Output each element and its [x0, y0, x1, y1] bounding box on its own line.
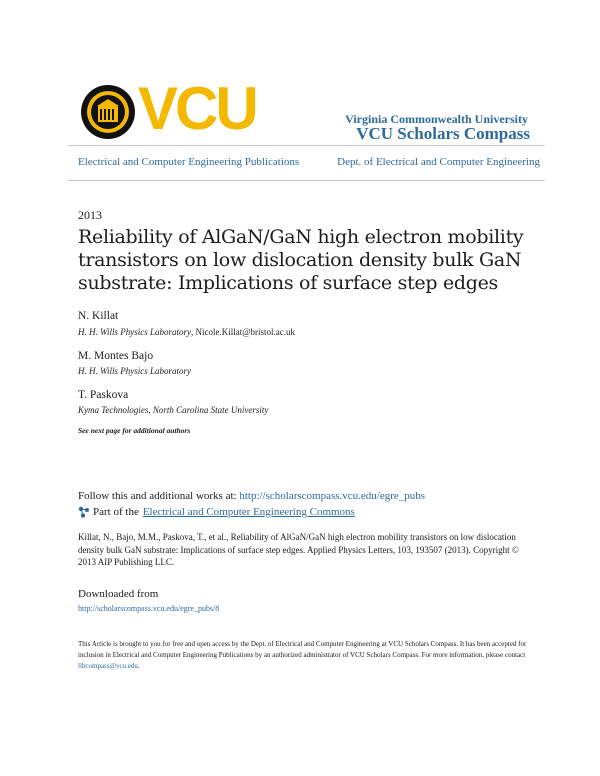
author-name: N. Killat — [78, 310, 119, 322]
vcu-wordmark: VCU — [138, 75, 256, 142]
header-divider-bottom — [68, 180, 545, 181]
author-affiliation — [78, 327, 295, 337]
author-affiliation — [78, 366, 191, 376]
collection-url-link[interactable]: http://scholarscompass.vcu.edu/egre_pubs — [239, 490, 426, 502]
publications-link[interactable]: Electrical and Computer Engineering Publications — [78, 156, 300, 168]
university-name: Virginia Commonwealth University — [345, 112, 528, 126]
author-name: T. Paskova — [78, 389, 129, 401]
follow-line — [78, 490, 425, 502]
part-of-line — [78, 506, 355, 518]
paper-title: Reliability of AlGaN/GaN high electron mobility transistors on low dislocation density bulk GaN substrate: Implications of surface step edges — [78, 226, 524, 294]
citation-text: Killat, N., Bajo, M.M., Paskova, T., et al., Reliability of AlGaN/GaN high electron mobility transistors on low dislocation density bulk GaN substrate: Implications of surface step edges. Applied Physics Letters, 103, 193507 (2013). Copyright © 2013 AIP Publishing LLC. — [78, 532, 519, 567]
contact-email-link[interactable]: libcompass@vcu.edu — [78, 662, 138, 670]
commons-link[interactable]: Electrical and Computer Engineering Commons — [142, 506, 355, 518]
department-link[interactable]: Dept. of Electrical and Computer Engineering — [337, 156, 540, 168]
vcu-seal-logo — [80, 84, 136, 140]
affiliation-text: H. H. Wills Physics Laboratory — [78, 366, 192, 376]
network-icon — [78, 506, 90, 518]
notice-end: . — [137, 662, 140, 670]
follow-prefix: Follow this and additional works at: — [78, 490, 240, 502]
part-of-prefix: Part of the — [93, 506, 139, 518]
download-url-link[interactable]: http://scholarscompass.vcu.edu/egre_pubs/8 — [78, 604, 220, 613]
access-notice — [78, 639, 533, 672]
downloaded-from-label: Downloaded from — [78, 588, 159, 600]
affiliation-text: Kyma Technologies, North Carolina State University — [78, 405, 269, 415]
notice-text: This Article is brought to you for free and open access by the Dept. of Electrical and Computer Engineering at VCU Scholars Compass. It has been accepted for inclusion in Electrical and Computer Engineering Publications by an authorized administrator of VCU Scholars Compass. For more information, please contact — [78, 640, 527, 659]
author-email: , Nicole.Killat@bristol.ac.uk — [191, 327, 296, 337]
see-next-page-note: See next page for additional authors — [78, 426, 191, 435]
repository-name: VCU Scholars Compass — [356, 124, 530, 143]
author-affiliation — [78, 405, 268, 415]
header-divider-top — [68, 145, 545, 146]
publication-year: 2013 — [78, 208, 102, 222]
author-name: M. Montes Bajo — [78, 350, 154, 362]
affiliation-text: H. H. Wills Physics Laboratory — [78, 327, 192, 337]
